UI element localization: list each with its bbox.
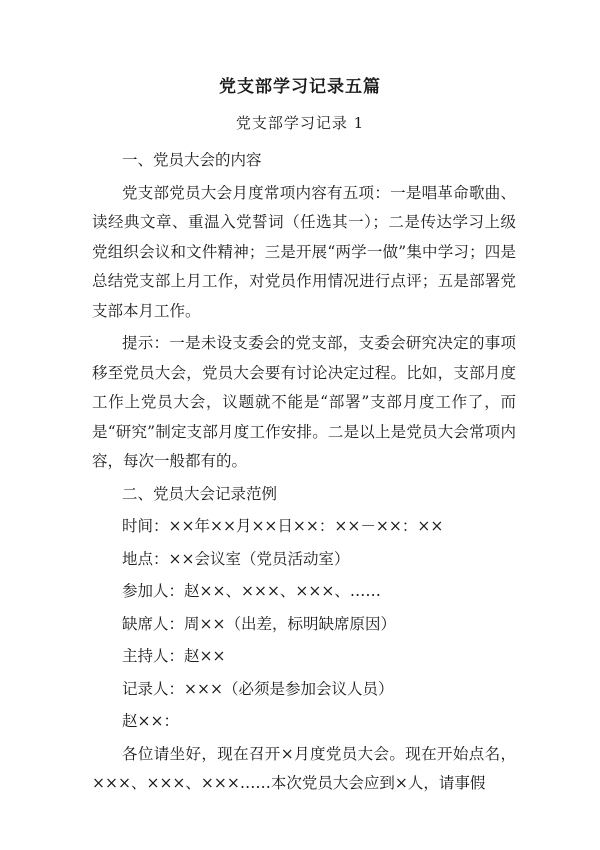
document-body [92, 146, 516, 799]
section-heading-record-example: 二、党员大会记录范例 [122, 484, 278, 503]
record-recorder: 记录人：×××（必须是参加会议人员） [122, 679, 394, 698]
paragraph-tips: 提示：一是未设支委会的党支部，支委会研究决定的事项移至党员大会，党员大会要有讨论决定过程。比如，支部月度工作上党员大会，议题就不能是“部署”支部月度工作了，而是“研究”制定支部月度工作安排。二是以上是党员大会常项内容，每次一般都有的。 [92, 334, 516, 470]
record-host: 主持人：赵×× [122, 647, 226, 665]
record-speaker: 赵××： [122, 712, 179, 730]
section-heading-meeting-content: 一、党员大会的内容 [122, 151, 262, 169]
document-subtitle: 党支部学习记录 1 [235, 114, 365, 132]
record-absentees: 缺席人：周××（出差，标明缺席原因） [122, 614, 396, 633]
document-title: 党支部学习记录五篇 [219, 77, 381, 97]
record-location: 地点：××会议室（党员活动室） [122, 549, 350, 568]
paragraph-regular-items: 党支部党员大会月度常项内容有五项：一是唱革命歌曲、读经典文章、重温入党誓词（任选其一）；二是传达学习上级党组织会议和文件精神；三是开展“两学一做”集中学习；四是总结党支部上月工作，对党员作用情况进行点评；五是部署党支部本月工作。 [92, 183, 516, 320]
record-time: 时间：××年××月××日××：××－××：×× [122, 517, 444, 535]
record-attendees: 参加人：赵××、×××、×××、…… [122, 582, 381, 600]
record-speech: 各位请坐好，现在召开×月度党员大会。现在开始点名，×××、×××、×××……本次党员大会应到×人，请事假 [92, 744, 516, 792]
